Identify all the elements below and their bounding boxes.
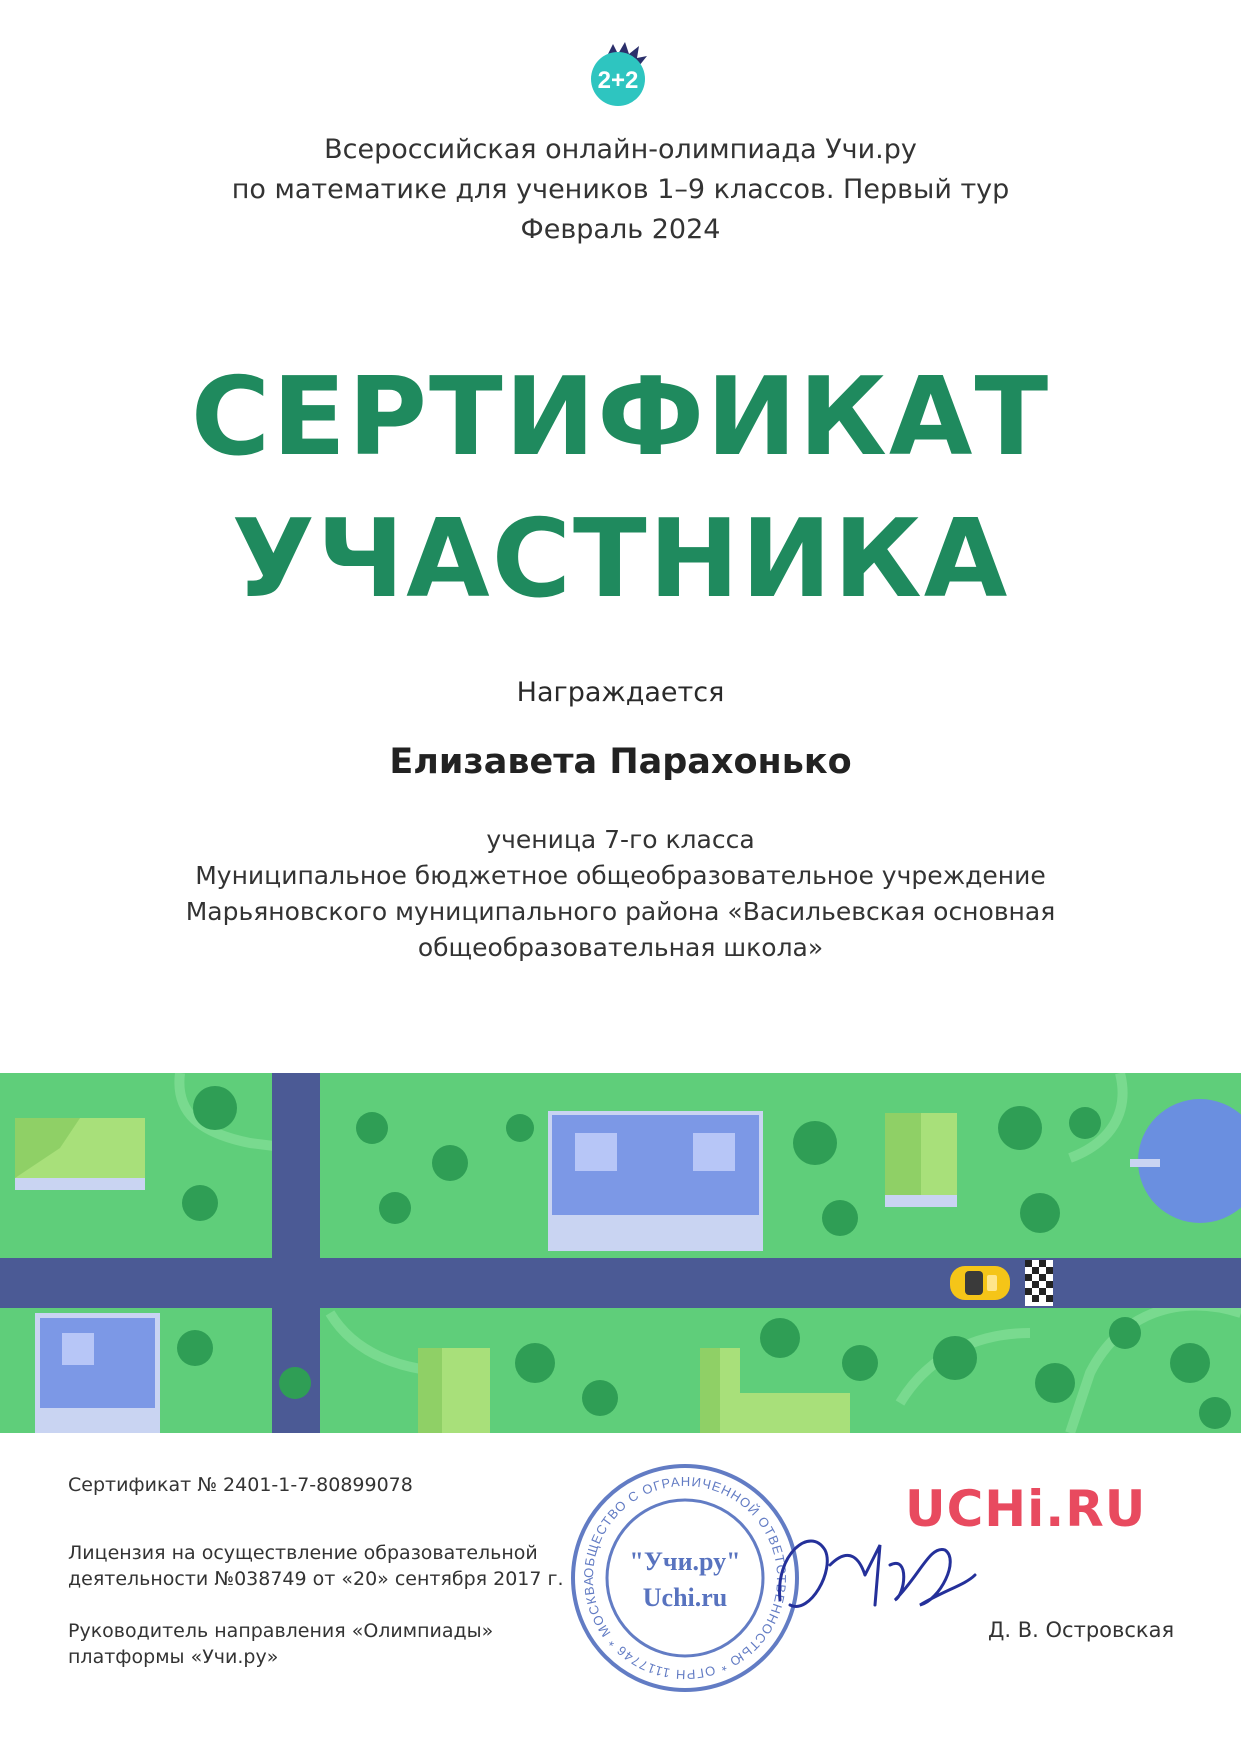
building-roof-1 (15, 1118, 145, 1190)
recipient-school-line-2: Марьяновского муниципального района «Васильевская основная (185, 897, 1056, 926)
signer-name: Д. В. Островская (988, 1618, 1175, 1642)
certificate-number: Сертификат № 2401-1-7-80899078 (68, 1474, 413, 1496)
license-line-2: деятельности №038749 от «20» сентября 2017 г. (68, 1568, 564, 1590)
awarded-label: Награждается (516, 677, 725, 708)
company-seal (565, 1458, 805, 1698)
building-office-left (35, 1313, 160, 1433)
license-info (68, 1540, 564, 1592)
certificate-title-line-1: СЕРТИФИКАТ (190, 355, 1051, 480)
logo-badge (585, 42, 651, 108)
certificate-title-line-2: УЧАСТНИКА (231, 497, 1010, 622)
town-map-illustration (0, 1073, 1241, 1433)
building-house-top-right (885, 1113, 957, 1207)
header-line-1: Всероссийская онлайн-олимпиада Учи.ру (324, 134, 917, 165)
recipient-grade: ученица 7-го класса (486, 825, 755, 854)
recipient-name: Елизавета Парахонько (389, 742, 852, 782)
seal-inner-ring (607, 1500, 763, 1656)
finish-flag (1025, 1260, 1053, 1306)
seal-ring-text: ОБЩЕСТВО С ОГРАНИЧЕННОЙ ОТВЕТСТВЕННОСТЬЮ * ОГРН 1117746 * МОСКВА (580, 1473, 790, 1683)
recipient-details (0, 822, 1241, 966)
header-line-2: по математике для учеников 1–9 классов. Первый тур (231, 174, 1010, 205)
director-line-1: Руководитель направления «Олимпиады» (68, 1620, 494, 1642)
license-line-1: Лицензия на осуществление образовательной (68, 1542, 538, 1564)
recipient-school-line-1: Муниципальное бюджетное общеобразовательное учреждение (195, 861, 1046, 890)
seal-center-line-2: Uchi.ru (642, 1583, 728, 1612)
seal-center-line-1: "Учи.ру" (629, 1547, 741, 1576)
header-line-3: Февраль 2024 (520, 214, 721, 245)
director-title (68, 1618, 493, 1670)
director-line-2: платформы «Учи.ру» (68, 1646, 279, 1668)
building-school (548, 1111, 763, 1251)
taxi-car (950, 1266, 1010, 1300)
uchi-ru-logo: UCHi.RU (905, 1480, 1147, 1538)
road-horizontal (0, 1258, 1241, 1308)
olympiad-header (0, 130, 1241, 250)
recipient-school-line-3: общеобразовательная школа» (417, 933, 824, 962)
logo-badge-text: 2+2 (597, 67, 639, 94)
